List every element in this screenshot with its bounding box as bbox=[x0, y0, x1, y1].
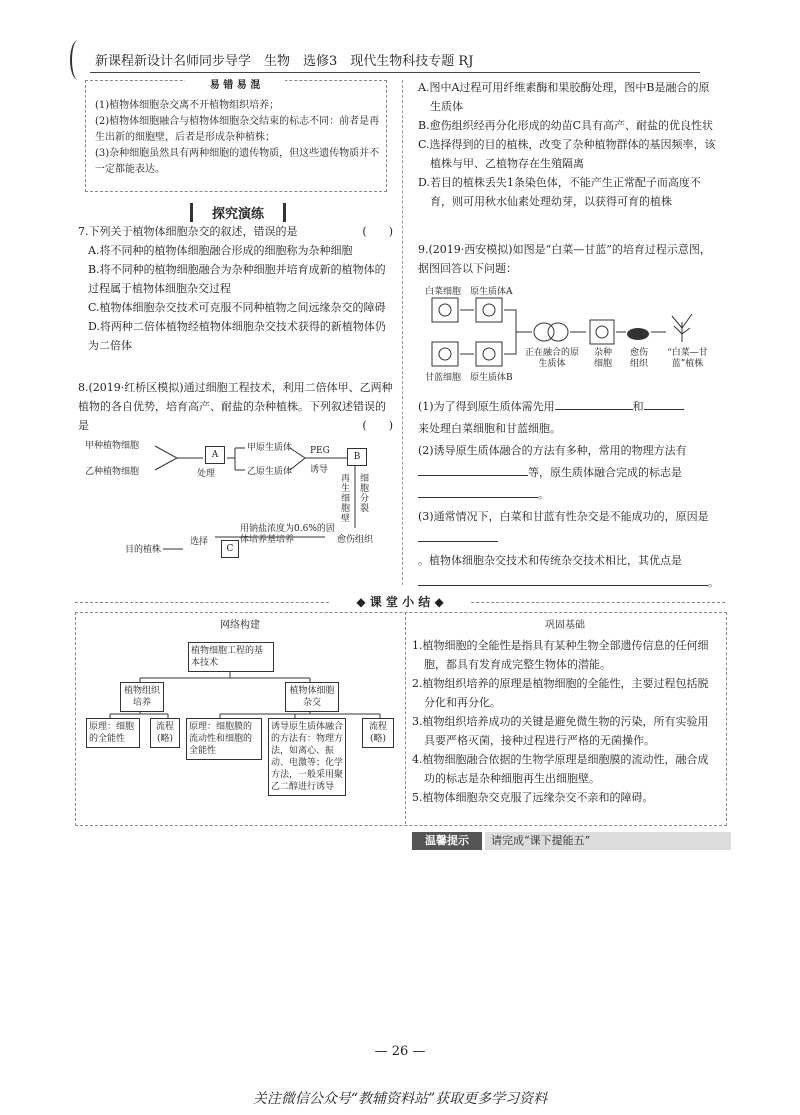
network-diagram bbox=[80, 636, 400, 816]
q8-proto-b: 乙原生质体 bbox=[247, 467, 293, 477]
q9-hybrid: 杂种细胞 bbox=[593, 348, 612, 369]
q8-target: 目的植株 bbox=[125, 545, 162, 555]
network-l1: 原理：细胞的全能性 bbox=[86, 718, 140, 748]
q7-option: D.将两种二倍体植物经植物体细胞杂交技术获得的新植物体仍为二倍体 bbox=[88, 320, 386, 352]
q8-paren: ( ) bbox=[362, 419, 393, 432]
basics-item: 3.植物组织培养成功的关键是避免微生物的污染，所有实验用具要严格灭菌，接种过程进行严格的无菌操作。 bbox=[412, 715, 709, 747]
page-number: — 26 — bbox=[374, 1044, 426, 1059]
q8-stem: 8.(2019·红桥区模拟)通过细胞工程技术，利用二倍体甲、乙两种植物的各自优势，培育高产、耐盐的杂种植株。下列叙述错误的是 bbox=[78, 381, 393, 432]
q8-box-a: A bbox=[205, 446, 225, 464]
answer-blank[interactable] bbox=[555, 397, 633, 410]
q8-plant-a: 甲种植物细胞 bbox=[85, 441, 140, 451]
q8-regen: 再生细胞壁 bbox=[341, 474, 351, 524]
q8-select: 选择 bbox=[190, 537, 209, 547]
q8-diagram bbox=[85, 436, 395, 566]
answer-blank[interactable] bbox=[418, 463, 528, 476]
q9-proto-b: 原生质体B bbox=[470, 373, 513, 383]
summary-heading: ◆ 课 堂 小 结 ◆ bbox=[330, 593, 470, 610]
basics-item: 5.植物体细胞杂交克服了远缘杂交不亲和的障碍。 bbox=[412, 791, 654, 804]
header-ornament bbox=[70, 40, 86, 80]
network-r3: 流程(略) bbox=[362, 718, 394, 748]
q8-callus: 愈伤组织 bbox=[337, 535, 374, 545]
q9-sub2c: 。 bbox=[538, 488, 549, 501]
answer-blank[interactable] bbox=[418, 529, 498, 542]
q9-stem: 9.(2019·西安模拟)如图是“白菜—甘蓝”的培育过程示意图，据图回答以下问题： bbox=[418, 243, 711, 275]
page-header: 新课程新设计名师同步导学 生物 选修3 现代生物科技专题 RJ bbox=[95, 54, 474, 69]
q9-sub1b: 和 bbox=[632, 400, 644, 413]
q9-proto-a: 原生质体A bbox=[470, 287, 513, 297]
network-l2: 流程(略) bbox=[150, 718, 180, 748]
basics-list bbox=[412, 636, 717, 807]
q9-callus: 愈伤组织 bbox=[629, 348, 648, 369]
q8-proto-a: 甲原生质体 bbox=[247, 443, 293, 453]
q8-option: C.选择得到的目的植株，改变了杂种植物群体的基因频率，该植株与甲、乙植物存在生殖隔离 bbox=[418, 138, 716, 170]
q8-option: B.愈伤组织经再分化形成的幼苗C具有高产、耐盐的优良性状 bbox=[418, 119, 713, 132]
practice-heading: 探究演练 bbox=[190, 203, 286, 222]
q8-option: D.若目的植株丢失1条染色体，不能产生正常配子而高度不育，则可用秋水仙素处理幼芽，以获得可育的植株 bbox=[418, 176, 701, 208]
q7-paren: ( ) bbox=[362, 225, 393, 238]
network-left: 植物组织培养 bbox=[120, 682, 164, 712]
tip-label: 温馨提示 bbox=[412, 832, 482, 850]
q9-sub2a: (2)诱导原生质体融合的方法有多种，常用的物理方法有 bbox=[418, 444, 687, 457]
footer-text: 关注微信公众号“教辅资料站”获取更多学习资料 bbox=[252, 1091, 548, 1107]
q9-sub1c: 来处理白菜细胞和甘蓝细胞。 bbox=[418, 422, 561, 435]
errors-item: (3)杂种细胞虽然具有两种细胞的遗传物质，但这些遗传物质并不一定都能表达。 bbox=[95, 148, 380, 175]
q9-subquestions bbox=[418, 396, 723, 594]
errors-heading: 易 错 易 混 bbox=[185, 78, 285, 94]
q9-sub3a: (3)通常情况下，白菜和甘蓝有性杂交是不能成功的，原因是 bbox=[418, 510, 709, 523]
network-right: 植物体细胞杂交 bbox=[285, 682, 339, 712]
summary-divider bbox=[405, 612, 406, 824]
answer-blank[interactable] bbox=[644, 397, 684, 410]
q7-option: C.植物体细胞杂交技术可克服不同种植物之间远缘杂交的障碍 bbox=[88, 301, 386, 314]
header-rule bbox=[90, 72, 700, 73]
page-number-value: 26 bbox=[391, 1044, 409, 1059]
q8-plant-b: 乙种植物细胞 bbox=[85, 467, 140, 477]
basics-item: 1.植物细胞的全能性是指具有某种生物全部遗传信息的任何细胞，都具有发育成完整生物体的潜能。 bbox=[412, 639, 709, 671]
q9-sub3c: 。 bbox=[708, 576, 719, 589]
question-7 bbox=[78, 222, 393, 355]
q8-medium: 用钠盐浓度为0.6%的固体培养基培养 bbox=[240, 524, 335, 545]
basics-item: 2.植物组织培养的原理是植物细胞的全能性，主要过程包括脱分化和再分化。 bbox=[412, 677, 709, 709]
q8-box-c: C bbox=[221, 540, 239, 558]
network-root: 植物细胞工程的基本技术 bbox=[188, 642, 274, 672]
network-title: 网络构建 bbox=[220, 620, 260, 631]
q7-option: A.将不同种的植物体细胞融合形成的细胞称为杂种细胞 bbox=[88, 244, 353, 257]
q8-options bbox=[418, 78, 718, 211]
q8-peg: PEG bbox=[310, 446, 330, 456]
tip-text: 请完成“课下提能五” bbox=[485, 832, 731, 850]
q8-divide: 细胞分裂 bbox=[360, 474, 370, 514]
question-8 bbox=[78, 378, 393, 435]
q8-induce: 诱导 bbox=[310, 465, 329, 475]
basics-title: 巩固基础 bbox=[545, 620, 585, 631]
q8-option: A.图中A过程可用纤维素酶和果胶酶处理，图中B是融合的原生质体 bbox=[418, 81, 710, 113]
answer-blank[interactable] bbox=[418, 573, 708, 586]
q9-sub1a: (1)为了得到原生质体需先用 bbox=[418, 400, 555, 413]
errors-item: (2)植物体细胞融合与植物体细胞杂交结束的标志不同：前者是再生出新的细胞壁，后者是形成杂种植株； bbox=[95, 116, 380, 143]
answer-blank[interactable] bbox=[418, 485, 538, 498]
q9-sub2b: 等，原生质体融合完成的标志是 bbox=[528, 466, 682, 479]
q8-box-b: B bbox=[347, 448, 367, 466]
q9-cabbage-cell: 白菜细胞 bbox=[425, 287, 462, 297]
q7-stem: 7.下列关于植物体细胞杂交的叙述，错误的是 bbox=[78, 225, 298, 238]
basics-item: 4.植物细胞融合依据的生物学原理是细胞膜的流动性，融合成功的标志是杂种细胞再生出细胞壁。 bbox=[412, 753, 709, 785]
q9-fusing: 正在融合的原生质体 bbox=[524, 348, 579, 369]
summary-heading-text: 课 堂 小 结 bbox=[369, 595, 431, 609]
q9-plant: “白菜—甘蓝”植株 bbox=[667, 348, 708, 369]
errors-item: (1)植物体细胞杂交离不开植物组织培养； bbox=[95, 100, 280, 111]
q9-diagram bbox=[420, 282, 720, 382]
q9-kale-cell: 甘蓝细胞 bbox=[425, 373, 462, 383]
network-r2: 诱导原生质体融合的方法有：物理方法，如离心、振动、电激等；化学方法，一般采用聚乙二醇进行诱导 bbox=[268, 718, 346, 796]
column-divider bbox=[402, 80, 403, 585]
q9-sub3b: 。植物体细胞杂交技术和传统杂交技术相比，其优点是 bbox=[418, 554, 682, 567]
q7-option: B.将不同种的植物细胞融合为杂种细胞并培育成新的植物体的过程属于植物体细胞杂交过程 bbox=[88, 263, 386, 295]
q8-process: 处理 bbox=[197, 469, 216, 479]
network-r1: 原理：细胞膜的流动性和细胞的全能性 bbox=[186, 718, 262, 760]
